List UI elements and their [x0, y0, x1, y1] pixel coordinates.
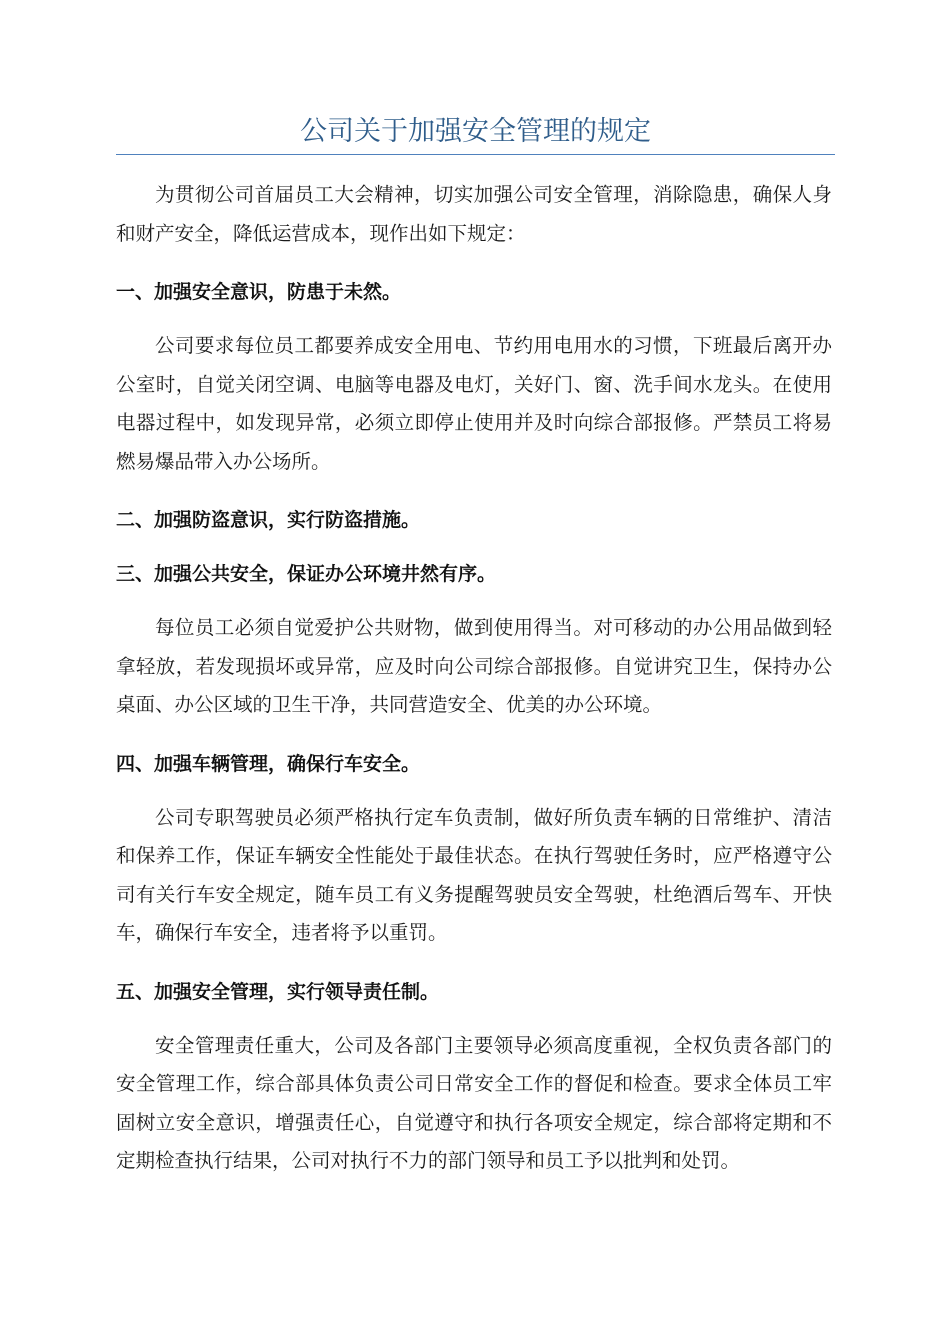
section-heading-5: 五、加强安全管理，实行领导责任制。 — [116, 980, 440, 1003]
intro-paragraph: 为贯彻公司首届员工大会精神，切实加强公司安全管理，消除隐患，确保人身和财产安全，降低运营成本，现作出如下规定： — [116, 183, 832, 245]
section-heading-1: 一、加强安全意识，防患于未然。 — [116, 281, 402, 303]
section-body-3: 每位员工必须自觉爱护公共财物，做到使用得当。对可移动的办公用品做到轻拿轻放，若发现损坏或异常，应及时向公司综合部报修。自觉讲究卫生，保持办公桌面、办公区域的卫生干净，共同营造安全、优美的办公环境。 — [116, 616, 832, 716]
title-underline — [116, 154, 835, 155]
section-body-5: 安全管理责任重大，公司及各部门主要领导必须高度重视，全权负责各部门的安全管理工作，综合部具体负责公司日常安全工作的督促和检查。要求全体员工牢固树立安全意识，增强责任心，自觉遵守和执行各项安全规定，综合部将定期和不定期检查执行结果，公司对执行不力的部门领导和员工予以批判和处罚。 — [116, 1033, 832, 1172]
document-title: 公司关于加强安全管理的规定 — [300, 116, 651, 147]
section-body-4: 公司专职驾驶员必须严格执行定车负责制，做好所负责车辆的日常维护、清洁和保养工作，保证车辆安全性能处于最佳状态。在执行驾驶任务时，应严格遵守公司有关行车安全规定，随车员工有义务提醒驾驶员安全驾驶，杜绝酒后驾车、开快车，确保行车安全，违者将予以重罚。 — [116, 805, 832, 944]
section-heading-2: 二、加强防盗意识，实行防盗措施。 — [116, 509, 421, 531]
section-heading-4: 四、加强车辆管理，确保行车安全。 — [116, 752, 421, 775]
document-body — [116, 176, 832, 1181]
section-heading-3: 三、加强公共安全，保证办公环境井然有序。 — [116, 563, 497, 585]
section-body-1: 公司要求每位员工都要养成安全用电、节约用电用水的习惯，下班最后离开办公室时，自觉关闭空调、电脑等电器及电灯，关好门、窗、洗手间水龙头。在使用电器过程中，如发现异常，必须立即停止使用并及时向综合部报修。严禁员工将易燃易爆品带入办公场所。 — [116, 334, 832, 473]
